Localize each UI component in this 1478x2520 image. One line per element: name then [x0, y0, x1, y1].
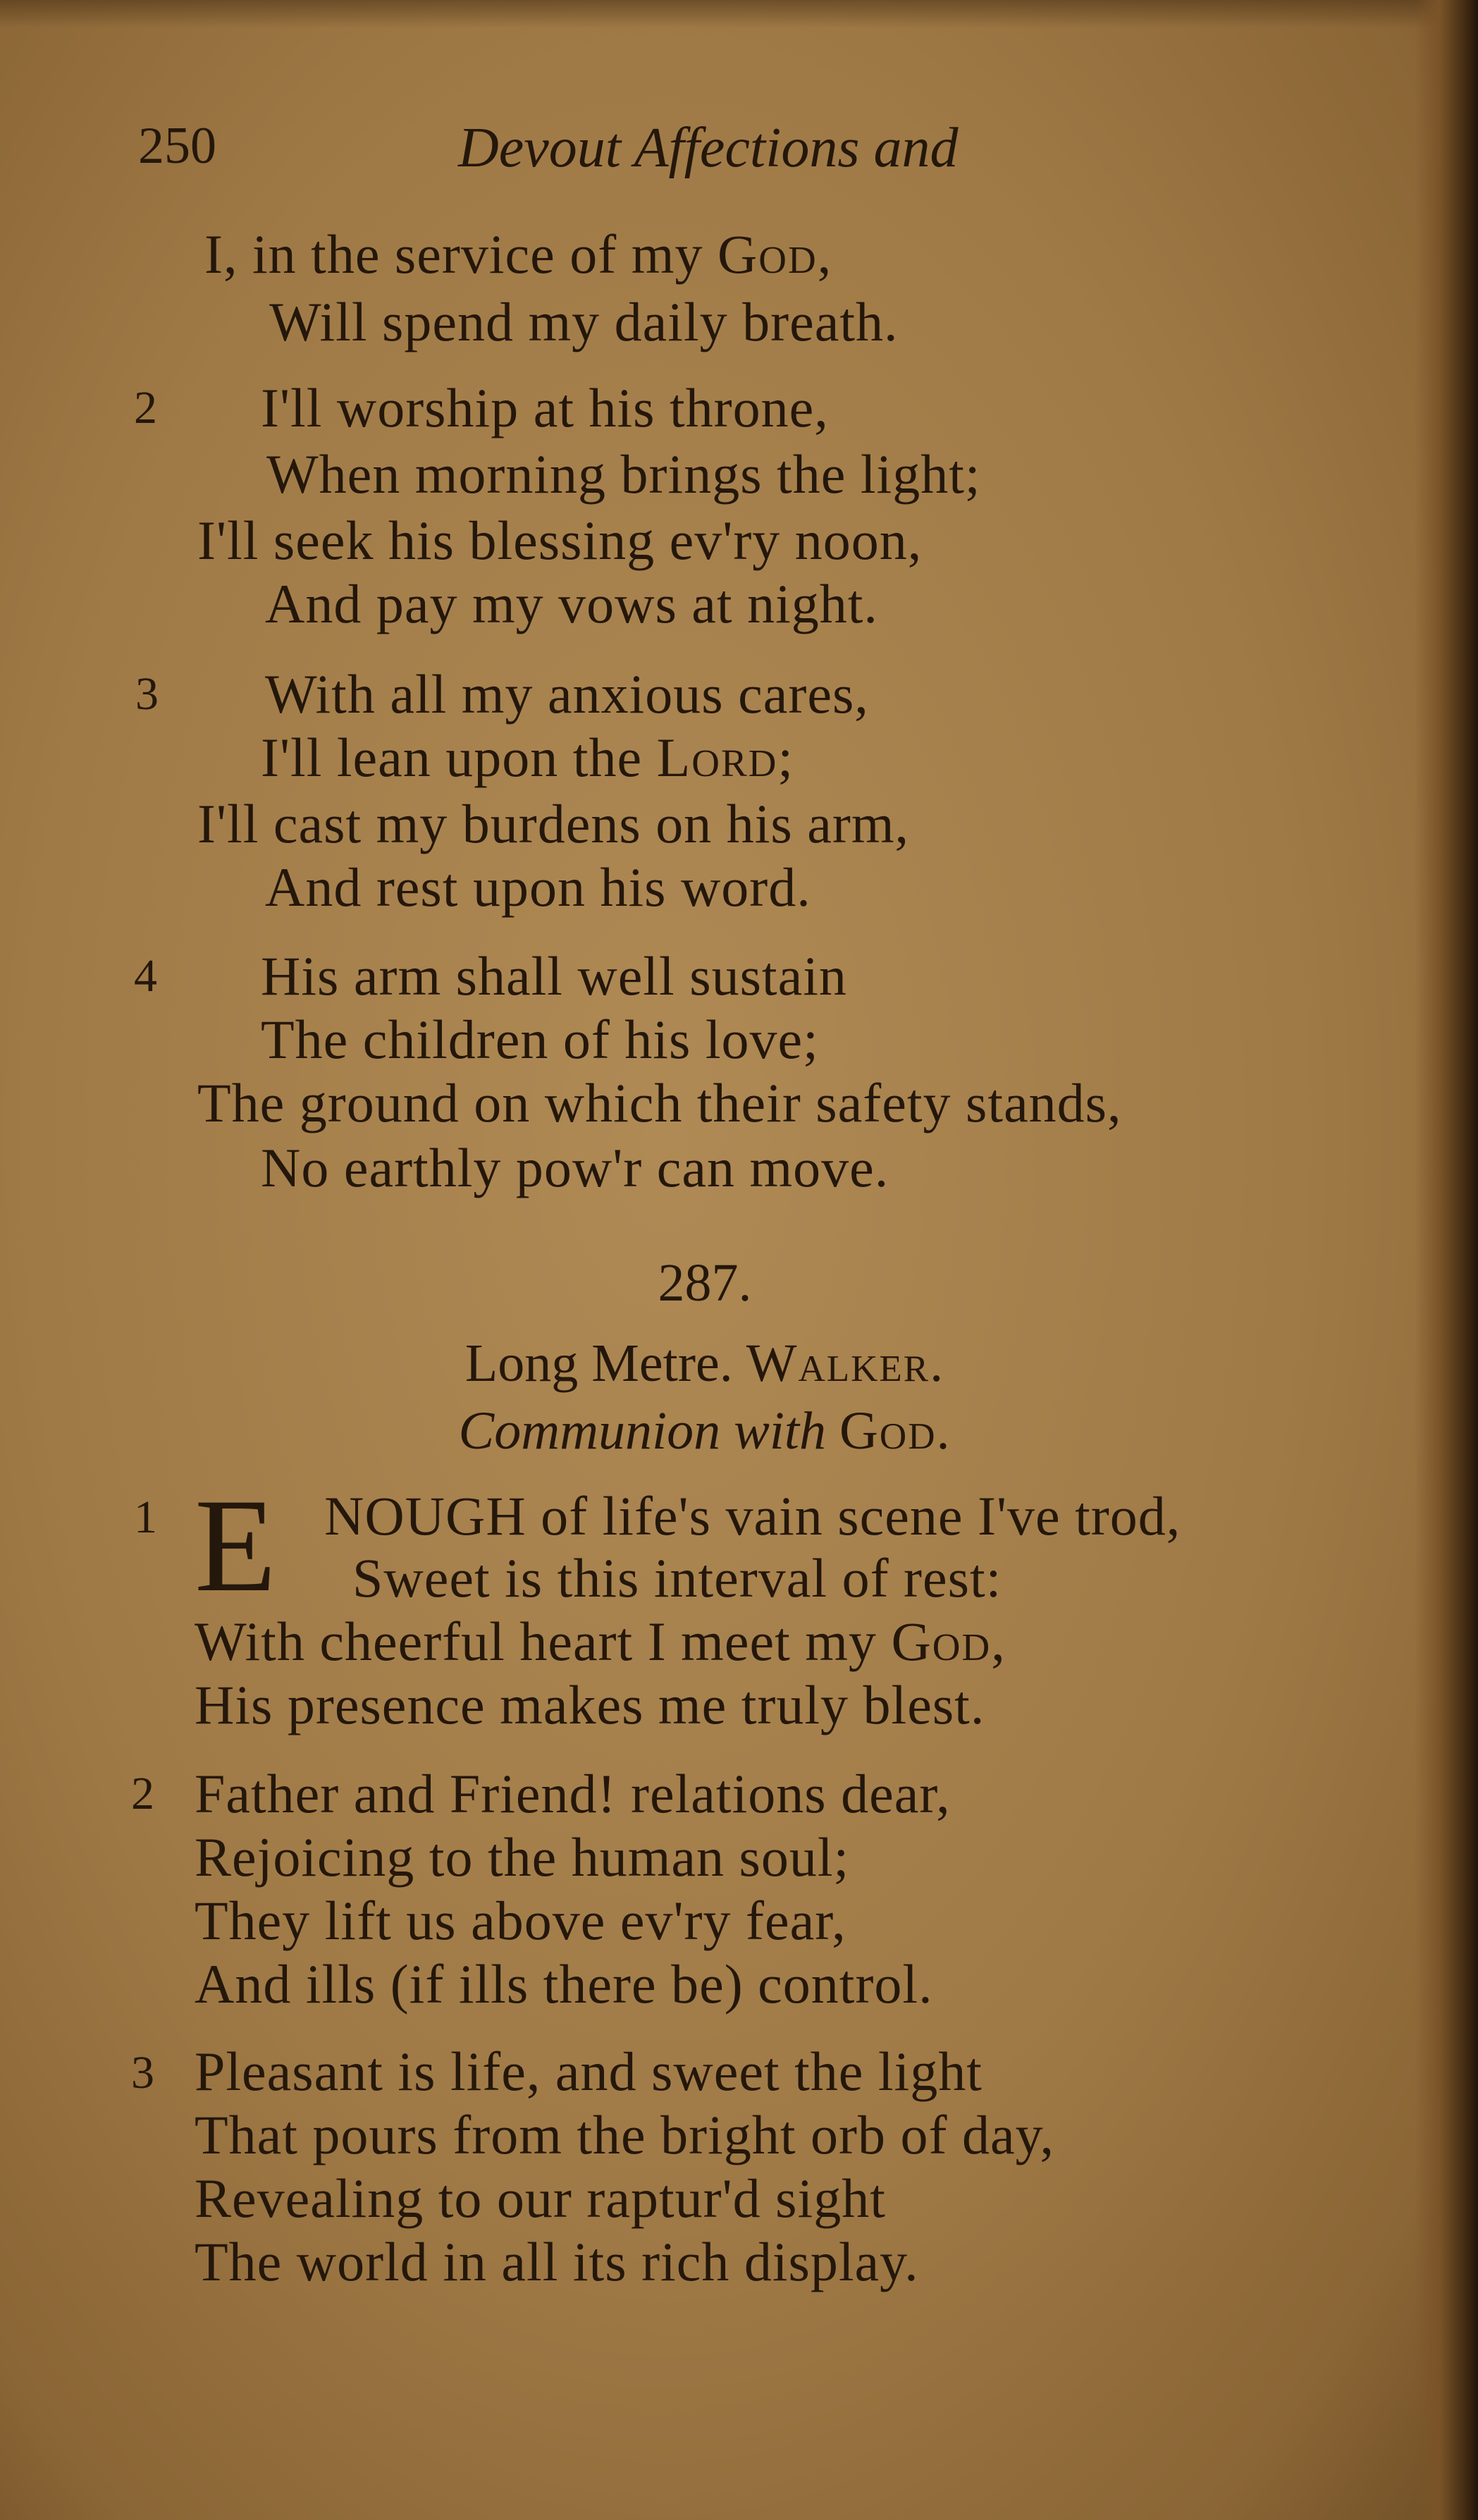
verse-line: Father and Friend! relations dear,	[195, 1763, 951, 1824]
page-gutter-edge	[1415, 0, 1478, 2520]
verse-line: NOUGH of life's vain scene I've trod,	[324, 1485, 1181, 1547]
verse-line: The children of his love;	[261, 1009, 819, 1070]
verse-line: They lift us above ev'ry fear,	[195, 1890, 846, 1951]
verse-line: And pay my vows at night.	[265, 573, 878, 634]
verse-line: And ills (if ills there be) control.	[195, 1953, 933, 2015]
verse-line: I'll cast my burdens on his arm,	[197, 793, 910, 854]
stanza-number: 2	[134, 382, 157, 434]
stanza-number: 3	[131, 2047, 154, 2098]
verse-line: I, in the service of my God,	[204, 223, 833, 285]
verse-line: And rest upon his word.	[265, 856, 811, 918]
verse-line: With cheerful heart I meet my God,	[195, 1611, 1006, 1672]
hymn-subtitle: Communion with God.	[458, 1401, 952, 1461]
stanza-number: 4	[134, 950, 157, 1002]
verse-line: I'll worship at his throne,	[261, 377, 829, 438]
verse-line: Sweet is this interval of rest:	[352, 1547, 1002, 1609]
verse-line: Pleasant is life, and sweet the light	[195, 2041, 983, 2102]
verse-line: His presence makes me truly blest.	[195, 1674, 985, 1735]
page-number: 250	[138, 117, 216, 175]
verse-line: I'll lean upon the Lord;	[261, 727, 795, 788]
stanza-number: 1	[134, 1492, 157, 1543]
drop-cap: E	[195, 1472, 277, 1620]
verse-line: Rejoicing to the human soul;	[195, 1826, 850, 1888]
hymn-number: 287.	[658, 1253, 752, 1313]
verse-line: Revealing to our raptur'd sight	[195, 2168, 886, 2229]
page-top-shadow	[0, 0, 1478, 28]
verse-line: His arm shall well sustain	[261, 945, 847, 1007]
verse-line: With all my anxious cares,	[265, 663, 869, 725]
hymn-metre: Long Metre. Walker.	[464, 1334, 945, 1393]
verse-line: No earthly pow'r can move.	[261, 1137, 889, 1198]
verse-line: When morning brings the light;	[266, 443, 981, 505]
verse-line: That pours from the bright orb of day,	[195, 2104, 1054, 2165]
running-title: Devout Affections and	[458, 117, 959, 179]
verse-line: I'll seek his blessing ev'ry noon,	[197, 510, 923, 571]
verse-line: The world in all its rich display.	[195, 2231, 919, 2292]
verse-line: Will spend my daily breath.	[269, 291, 899, 352]
stanza-number: 3	[135, 668, 159, 720]
stanza-number: 2	[131, 1768, 154, 1819]
verse-line: The ground on which their safety stands,	[197, 1072, 1122, 1133]
